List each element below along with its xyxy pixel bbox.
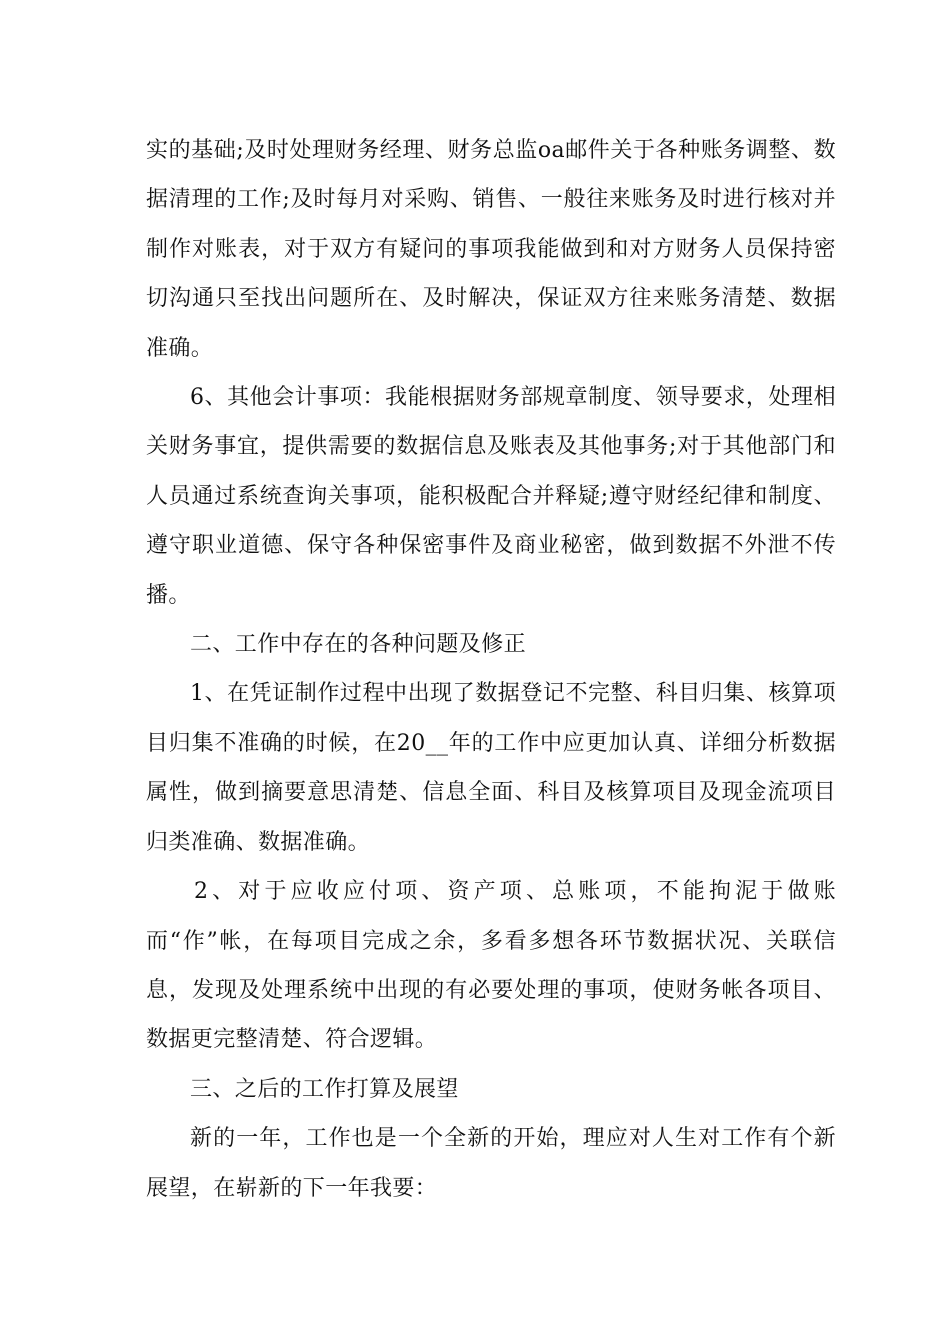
paragraph-outlook: 新的一年，工作也是一个全新的开始，理应对人生对工作有个新展望，在崭新的下一年我要： <box>146 1126 836 1201</box>
paragraph-item-6: 6、其他会计事项：我能根据财务部规章制度、领导要求，处理相关财务事宜，提供需要的数据信息及账表及其他事务;对于其他部门和人员通过系统查询关事项，能积极配合并释疑;遵守财经纪律和制度、遵守职业道德、保守各种保密事件及商业秘密，做到数据不外泄不传播。 <box>146 385 836 608</box>
section-heading-2: 二、工作中存在的各种问题及修正 <box>190 632 527 658</box>
section-heading-3: 三、之后的工作打算及展望 <box>190 1076 459 1102</box>
paragraph-problem-1: 1、在凭证制作过程中出现了数据登记不完整、科目归集、核算项目归集不准确的时候，在20__年的工作中应更加认真、详细分析数据属性，做到摘要意思清楚、信息全面、科目及核算项目及现金流项目归类准确、数据准确。 <box>146 681 836 855</box>
paragraph-continuation: 实的基础;及时处理财务经理、财务总监oa邮件关于各种账务调整、数据清理的工作;及时每月对采购、销售、一般往来账务及时进行核对并制作对账表，对于双方有疑问的事项我能做到和对方财务人员保持密切沟通只至找出问题所在、及时解决，保证双方往来账务清楚、数据准确。 <box>146 138 836 361</box>
document-body <box>146 126 836 1213</box>
paragraph-problem-2: 2、对于应收应付项、资产项、总账项，不能拘泥于做账而“作”帐，在每项目完成之余，多看多想各环节数据状况、关联信息，发现及处理系统中出现的有必要处理的事项，使财务帐各项目、数据更完整清楚、符合逻辑。 <box>146 879 836 1053</box>
